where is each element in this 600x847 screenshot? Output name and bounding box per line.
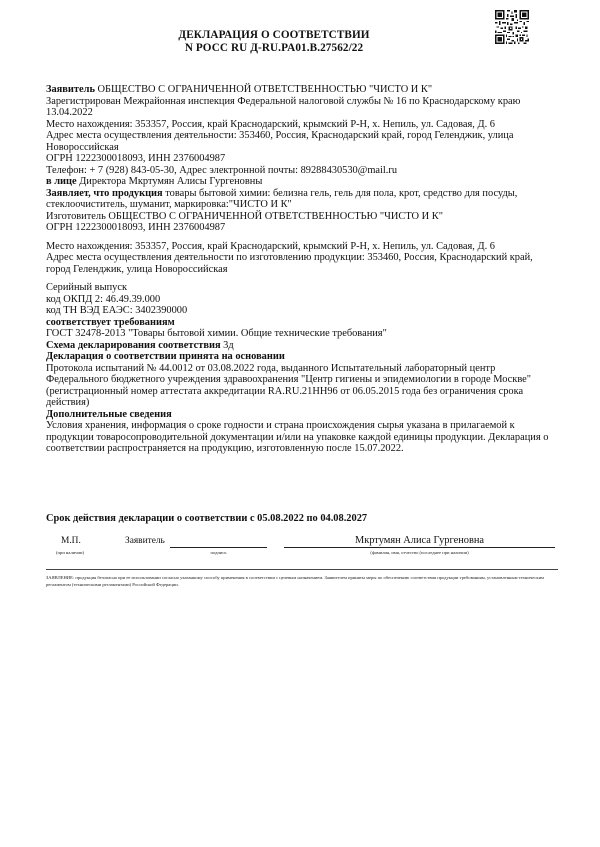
basis-text: Протокола испытаний № 44.0012 от 03.08.2022 года, выданного Испытательный лабораторный центр Федерального бюджетного учреждения здравоохранения "Центр гигиены и эпидемиологии в городе Москве" (регистрационный номер аттестата аккредитации RA.RU.21НН96 от 06.05.2015 года без ограничения срока действия) xyxy=(46,362,532,408)
name-line xyxy=(284,547,555,548)
complies-label: соответствует требованиям xyxy=(46,316,175,328)
applicant-line xyxy=(46,84,556,96)
extra-info-text: Условия хранения, информация о сроке годности и страна происхождения сырья указана в прилагаемой к продукции товаросопроводительной документации и/или на упаковке каждой единицы продукции. Декларация о соответствии распространяется на продукцию, изготовленную после 15.07.2022. xyxy=(46,420,549,454)
applicant-activity-address: Адрес места осуществления деятельности: 353460, Россия, Краснодарский край, город Геленджик, улица Новороссийская xyxy=(46,130,514,153)
applicant-sign-label: Заявитель xyxy=(125,536,165,546)
tnved-code: код ТН ВЭД ЕАЭС: 3402390000 xyxy=(46,305,188,316)
name-note: (фамилия, имя, отчество (последнее при наличии) xyxy=(370,550,469,555)
scheme-label: Схема декларирования соответствия xyxy=(46,339,221,351)
manufacturer-ogrn: ОГРН 1222300018093, ИНН 2376004987 xyxy=(46,222,226,233)
person-line xyxy=(46,176,556,188)
stamp-label: М.П. xyxy=(61,536,81,546)
okpd-code: код ОКПД 2: 46.49.39.000 xyxy=(46,293,161,305)
applicant-name: ОБЩЕСТВО С ОГРАНИЧЕННОЙ ОТВЕТСТВЕННОСТЬЮ "ЧИСТО И К" xyxy=(94,84,433,95)
person-label: в лице xyxy=(46,176,77,187)
signature-note: подпись xyxy=(210,550,227,555)
manufacturer-production-address: Адрес места осуществления деятельности по изготовлению продукции: 353460, Россия, Краснодарский край, город Геленджик, улица Новороссийская xyxy=(46,252,533,275)
qr-code-icon xyxy=(495,10,529,44)
manufacturer-name: Изготовитель ОБЩЕСТВО С ОГРАНИЧЕННОЙ ОТВЕТСТВЕННОСТЬЮ "ЧИСТО И К" xyxy=(46,210,443,222)
applicant-contacts: Телефон: + 7 (928) 843-05-30, Адрес электронной почты: 89288430530@mail.ru xyxy=(46,164,398,176)
manufacturer-location: Место нахождения: 353357, Россия, край Краснодарский, крымский Р-Н, х. Непиль, ул. Садовая, Д. 6 xyxy=(46,240,495,252)
serial-release: Серийный выпуск xyxy=(46,282,127,293)
safety-statement: ЗАЯВЛЕНИЕ: продукция безопасна при ее использовании согласно указанному способу применения в соответствии с целевым назначением. Заявителем приняты меры по обеспечению соответствия продукции требованиям, установленным техническим регламентом (техническими регламентами) Российской Федерации. xyxy=(46,575,544,587)
divider-line xyxy=(46,569,558,570)
person-value: Директора Мкртумян Алисы Гургеновны xyxy=(76,176,263,187)
declares-line xyxy=(46,188,556,211)
signatory-name: Мкртумян Алиса Гургеновна xyxy=(354,535,485,546)
scheme-value: 3д xyxy=(220,339,234,351)
document-number: N РОСС RU Д-RU.PA01.B.27562/22 xyxy=(184,42,364,54)
declares-label: Заявляет, что продукция xyxy=(46,187,163,199)
gost-requirement: ГОСТ 32478-2013 "Товары бытовой химии. Общие технические требования" xyxy=(46,328,387,339)
extra-info-label: Дополнительные сведения xyxy=(46,408,172,420)
declaration-body xyxy=(46,84,556,455)
scheme-line xyxy=(46,340,556,352)
signature-line xyxy=(170,547,267,548)
registration-info: Зарегистрирован Межрайонная инспекция Федеральной налоговой службы № 16 по Краснодарскому краю 13.04.2022 xyxy=(46,95,521,118)
basis-label: Декларация о соответствии принята на основании xyxy=(46,351,285,362)
applicant-location: Место нахождения: 353357, Россия, край Краснодарский, крымский Р-Н, х. Непиль, ул. Садовая, Д. 6 xyxy=(46,118,495,130)
declares-value: товары бытовой химии: белизна гель, гель для пола, крот, средство для посуды, стеклоочиститель, шуманит, маркировка:"ЧИСТО И К" xyxy=(46,187,518,210)
applicant-label: Заявитель xyxy=(46,84,95,95)
applicant-ogrn: ОГРН 1222300018093, ИНН 2376004987 xyxy=(46,153,226,164)
document-title: ДЕКЛАРАЦИЯ О СООТВЕТСТВИИ xyxy=(178,29,370,41)
validity-period: Срок действия декларации о соответствии с 05.08.2022 по 04.08.2027 xyxy=(46,513,368,524)
stamp-note: (при наличии) xyxy=(56,550,84,555)
